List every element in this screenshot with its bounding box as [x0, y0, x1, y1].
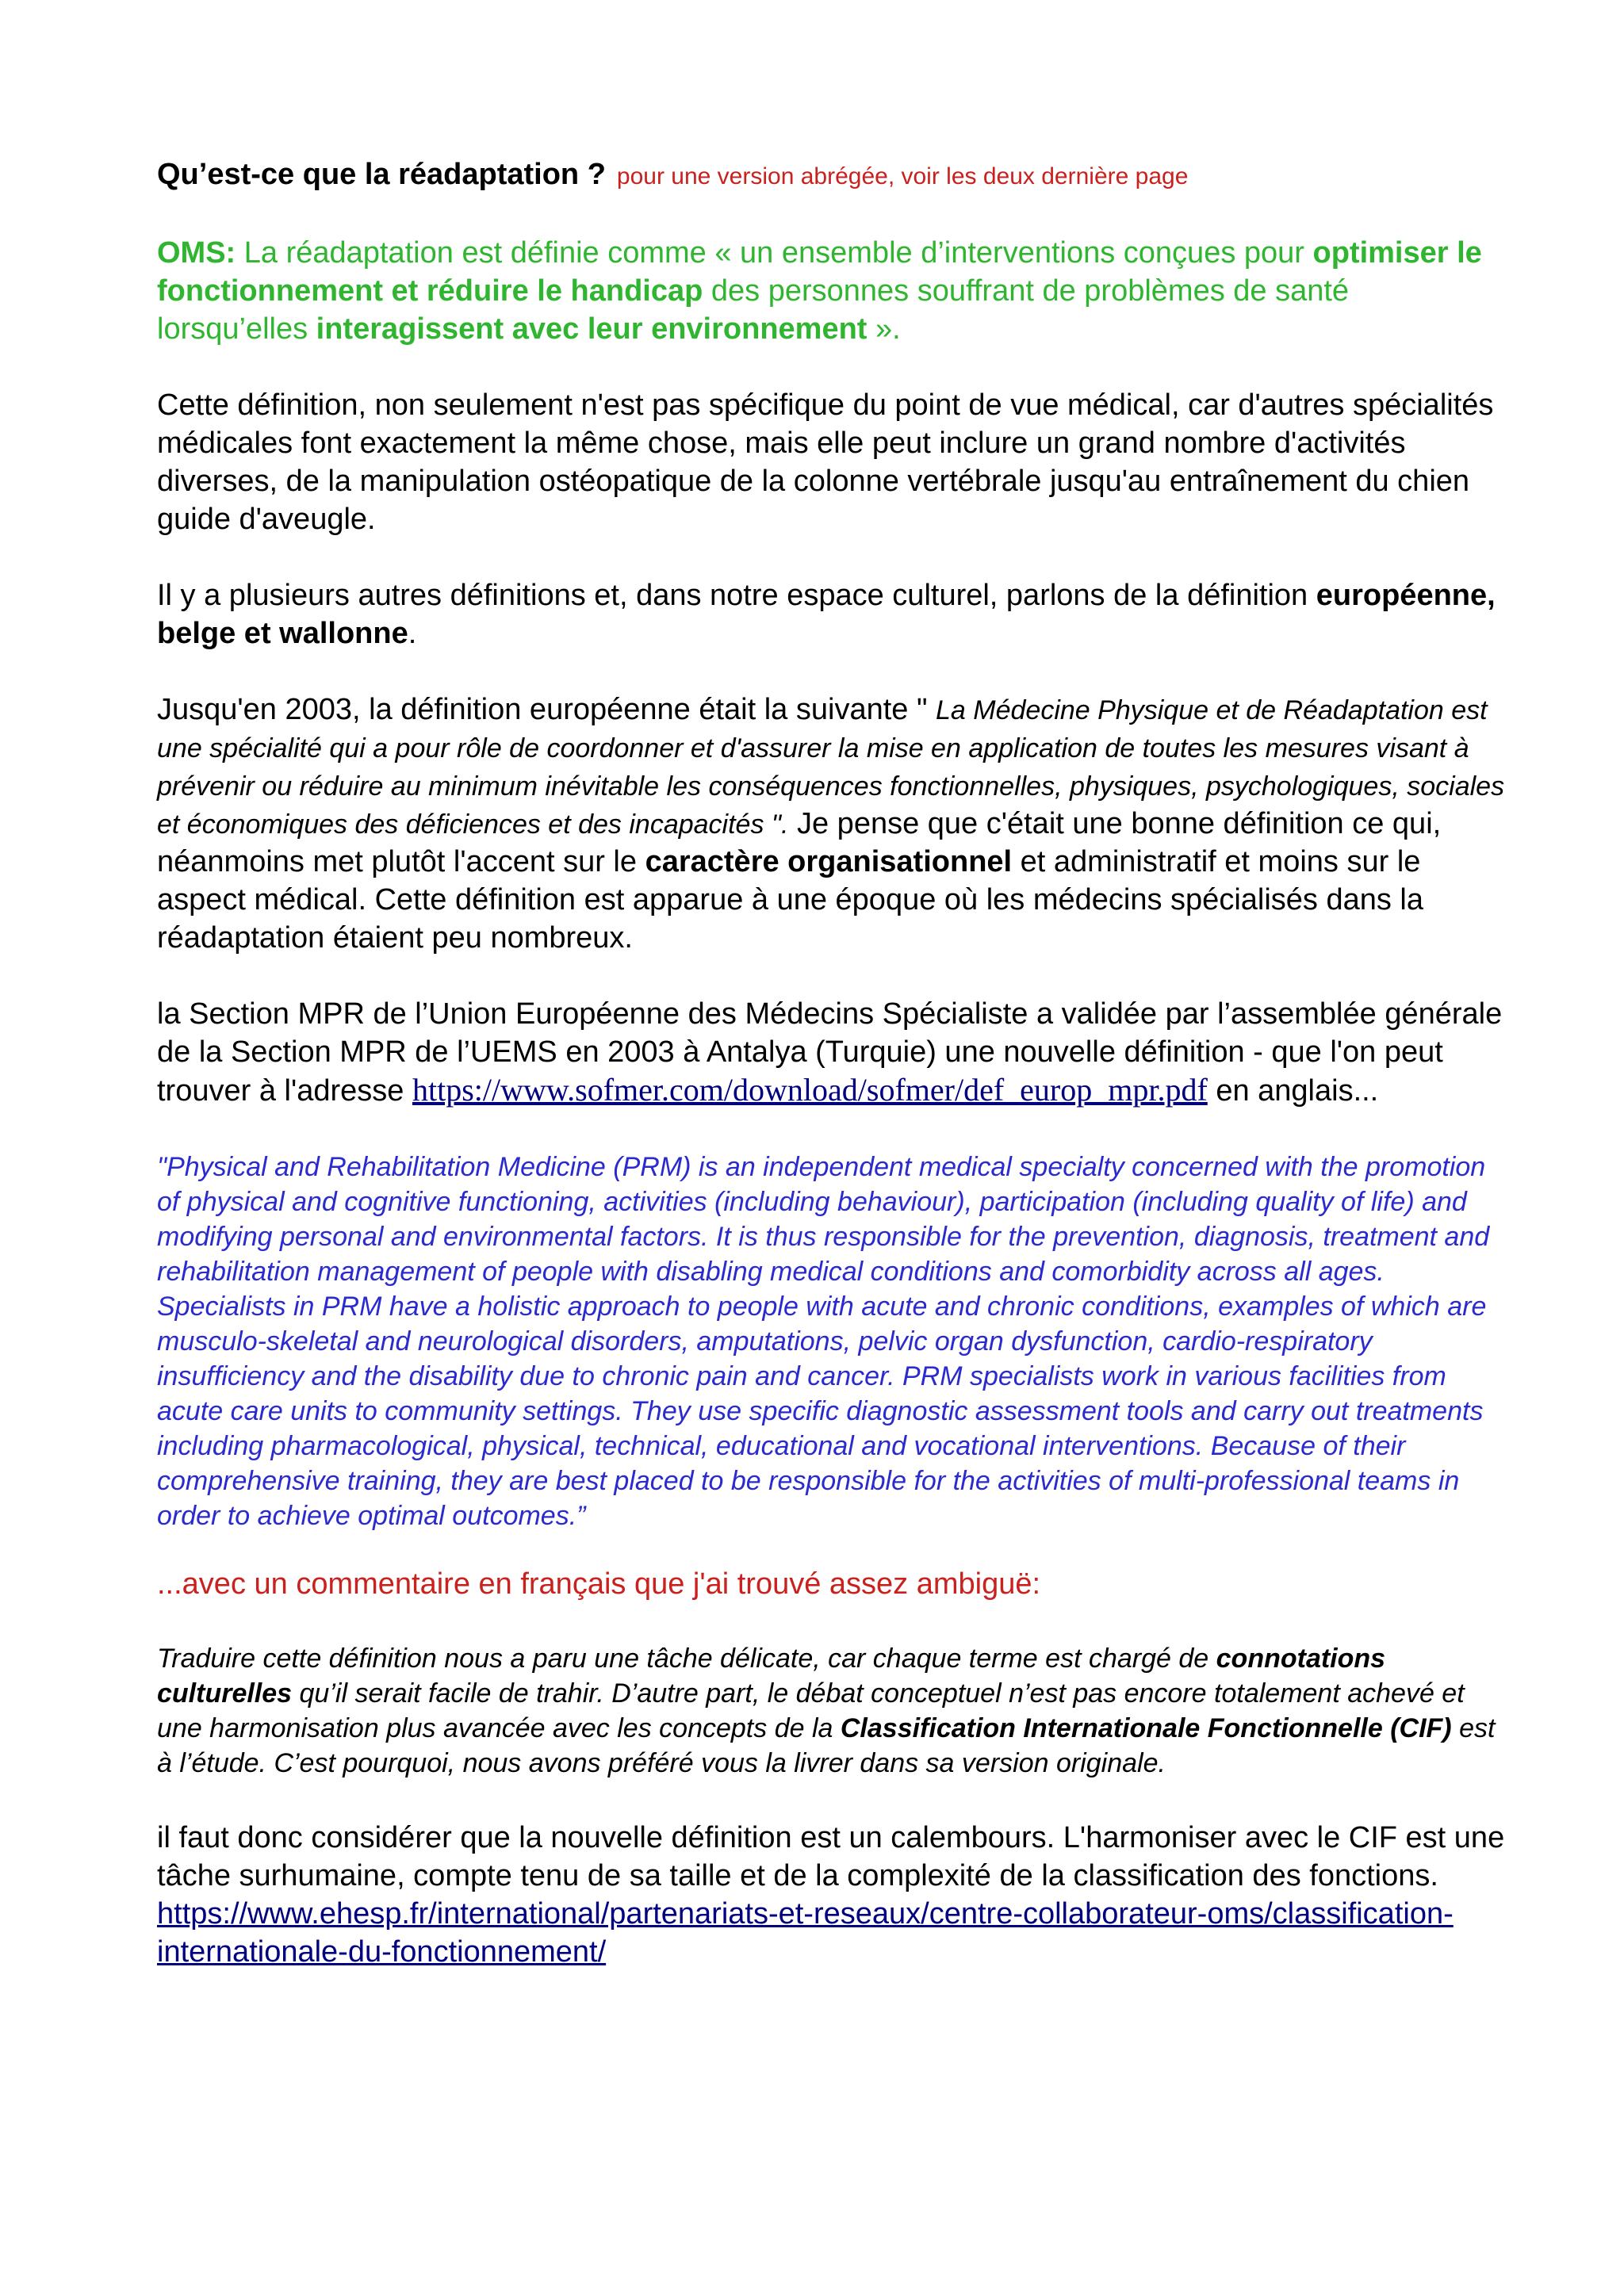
oms-definition: [157, 234, 1505, 348]
oms-bold-2: interagissent avec leur environnement: [316, 312, 868, 346]
para5-text: il faut donc considérer que la nouvelle définition est un calembours. L'harmoniser avec le CIF est une tâche surhumaine, compte tenu de sa taille et de la complexité de la classification des fonctions.: [157, 1821, 1505, 1892]
para3-text-3: et administratif et moins sur le aspect médical. Cette définition est apparue à une époque où les médecins spécialisés dans la réadaptation étaient peu nombreux.: [157, 845, 1424, 955]
para3-old-definition: La Médecine Physique et de Réadaptation est une spécialité qui a pour rôle de coordonner et d'assurer la mise en application de toutes les mesures visant à prévenir ou réduire au minimum inévitable les conséquences fonctionnelles, physiques, psychologiques, sociales et économiques des déficiences et des incapacités ".: [157, 695, 1505, 840]
para3-text-1: Jusqu'en 2003, la définition européenne était la suivante ": [157, 693, 936, 726]
heading-line: [157, 155, 1505, 196]
ehesp-link[interactable]: https://www.ehesp.fr/international/partenariats-et-reseaux/centre-collaborateur-oms/classification-internationale-du-fonctionnement/: [157, 1897, 1454, 1969]
heading-note: pour une version abrégée, voir les deux dernière page: [616, 163, 1189, 189]
comment-red: ...avec un commentaire en français que j'ai trouvé assez ambiguë:: [157, 1567, 1041, 1601]
sofmer-link[interactable]: https://www.sofmer.com/download/sofmer/def_europ_mpr.pdf: [412, 1072, 1208, 1108]
oms-label: OMS:: [157, 236, 236, 270]
para3-text-2: Je pense que c'était une bonne définition ce qui, néanmoins met plutôt l'accent sur le: [157, 807, 1442, 878]
quote-fr-bold-2: Classification Internationale Fonctionnelle (CIF): [840, 1713, 1452, 1743]
page-title: Qu’est-ce que la réadaptation ?: [157, 158, 606, 191]
paragraph-uems: [157, 995, 1505, 1110]
quote-fr-text-2: qu’il serait facile de trahir. D’autre part, le débat conceptuel n’est pas encore totalement achevé et une harmonisation plus avancée avec les concepts de la: [157, 1678, 1465, 1743]
quote-fr-text-3: est à l’étude. C’est pourquoi, nous avons préféré vous la livrer dans sa version originale.: [157, 1713, 1496, 1778]
oms-text-2: des personnes souffrant de problèmes de santé lorsqu’elles: [157, 274, 1350, 346]
paragraph-definitions: [157, 576, 1505, 652]
para2-bold: européenne, belge et wallonne: [157, 579, 1496, 650]
oms-bold-1: optimiser le fonctionnement et réduire le handicap: [157, 236, 1482, 308]
para2-text-2: .: [408, 617, 417, 650]
quote-english-definition: "Physical and Rehabilitation Medicine (PRM) is an independent medical specialty concerned with the promotion of physical and cognitive functioning, activities (including behaviour), participation (including quality of life) and modifying personal and environmental factors. It is thus responsible for the prevention, diagnosis, treatment and rehabilitation management of people with disabling medical conditions and comorbidity across all ages. Specialists in PRM have a holistic approach to people with acute and chronic conditions, examples of which are musculo-skeletal and neurological disorders, amputations, pelvic organ dysfunction, cardio-respiratory insufficiency and the disability due to chronic pain and cancer. PRM specialists work in various facilities from acute care units to community settings. They use specific diagnostic assessment tools and carry out treatments including pharmacological, physical, technical, educational and vocational interventions. Because of their comprehensive training, they are best placed to be responsible for the activities of multi-professional teams in order to achieve optimal outcomes.”: [157, 1152, 1490, 1531]
quote-fr-text-1: Traduire cette définition nous a paru une tâche délicate, car chaque terme est chargé de: [157, 1644, 1216, 1674]
oms-text-1: La réadaptation est définie comme « un ensemble d’interventions conçues pour: [236, 236, 1313, 270]
paragraph-conclusion: [157, 1819, 1505, 1971]
paragraph-specificity: Cette définition, non seulement n'est pas spécifique du point de vue médical, car d'autres spécialités médicales font exactement la même chose, mais elle peut inclure un grand nombre d'activités diverses, de la manipulation ostéopatique de la colonne vertébrale jusqu'au entraînement du chien guide d'aveugle.: [157, 388, 1494, 536]
quote-fr-bold-1: connotations culturelles: [157, 1644, 1386, 1709]
document-page: [157, 155, 1505, 1971]
para4-text-2: en anglais...: [1207, 1074, 1379, 1108]
para3-bold: caractère organisationnel: [645, 845, 1013, 878]
quote-french-comment: [157, 1641, 1505, 1781]
oms-text-3: ».: [867, 312, 901, 346]
para2-text-1: Il y a plusieurs autres définitions et, dans notre espace culturel, parlons de la définition: [157, 579, 1316, 612]
paragraph-european-2003: [157, 691, 1505, 957]
para4-text-1: la Section MPR de l’Union Européenne des Médecins Spécialiste a validée par l’assemblée générale de la Section MPR de l’UEMS en 2003 à Antalya (Turquie) une nouvelle définition - que l'on peut trouver à l'adresse: [157, 997, 1503, 1108]
